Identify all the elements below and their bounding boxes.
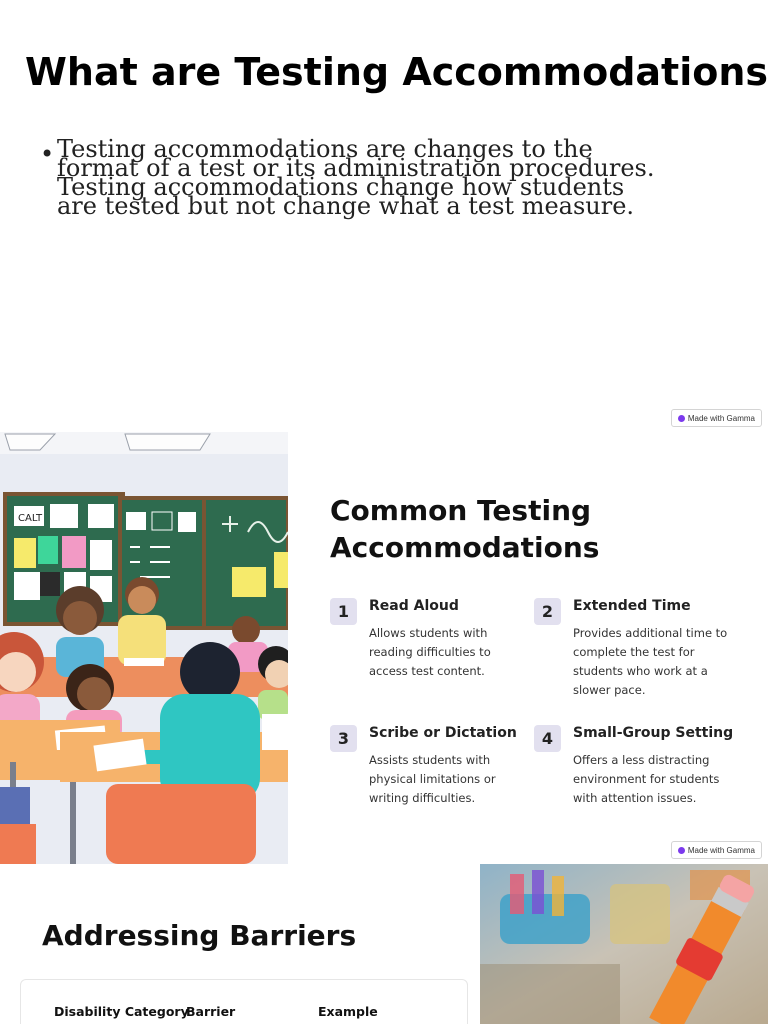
made-with-gamma-badge[interactable] xyxy=(671,409,762,427)
classroom-illustration xyxy=(0,432,288,864)
made-with-gamma-badge[interactable] xyxy=(671,841,762,859)
gamma-logo-icon xyxy=(678,415,685,422)
table-header-disability-category: Disability Category xyxy=(54,1004,189,1019)
accommodation-description: Allows students with reading difficulties to access test content. xyxy=(369,626,491,678)
slide-title: What are Testing Accommodations xyxy=(25,50,768,94)
slide-what-are-testing-accommodations xyxy=(0,0,768,432)
number-badge: 4 xyxy=(534,725,561,752)
accommodation-title: Read Aloud xyxy=(369,598,459,614)
slide-common-testing-accommodations xyxy=(0,432,768,864)
bullet-text: Testing accommodations are changes to the format of a test or its administration procedures. Testing accommodations change how students are tested but not change what a test measure. xyxy=(57,135,655,220)
accommodation-description: Provides additional time to complete the test for students who work at a slower pace. xyxy=(573,626,728,697)
accommodation-description: Assists students with physical limitations or writing difficulties. xyxy=(369,753,496,805)
pencil-photo xyxy=(480,864,768,1024)
number-badge: 1 xyxy=(330,598,357,625)
number-badge: 2 xyxy=(534,598,561,625)
accommodation-title: Scribe or Dictation xyxy=(369,725,517,741)
bullet-dot-icon: • xyxy=(40,140,55,168)
accommodation-title: Small-Group Setting xyxy=(573,725,734,741)
slide-title: Addressing Barriers xyxy=(42,919,357,952)
badge-label: Made with Gamma xyxy=(687,413,755,423)
badge-label: Made with Gamma xyxy=(687,845,755,855)
table-header-barrier: Barrier xyxy=(186,1004,236,1019)
barriers-table xyxy=(20,979,468,1024)
table-header-example: Example xyxy=(318,1004,378,1019)
number-badge: 3 xyxy=(330,725,357,752)
accommodation-description: Offers a less distracting environment for students with attention issues. xyxy=(573,753,720,805)
accommodation-title: Extended Time xyxy=(573,598,691,614)
board-label: CALT xyxy=(18,513,43,524)
slide-addressing-barriers xyxy=(0,864,768,1024)
gamma-logo-icon xyxy=(678,847,685,854)
slide-title: Common Testing Accommodations xyxy=(330,494,600,564)
